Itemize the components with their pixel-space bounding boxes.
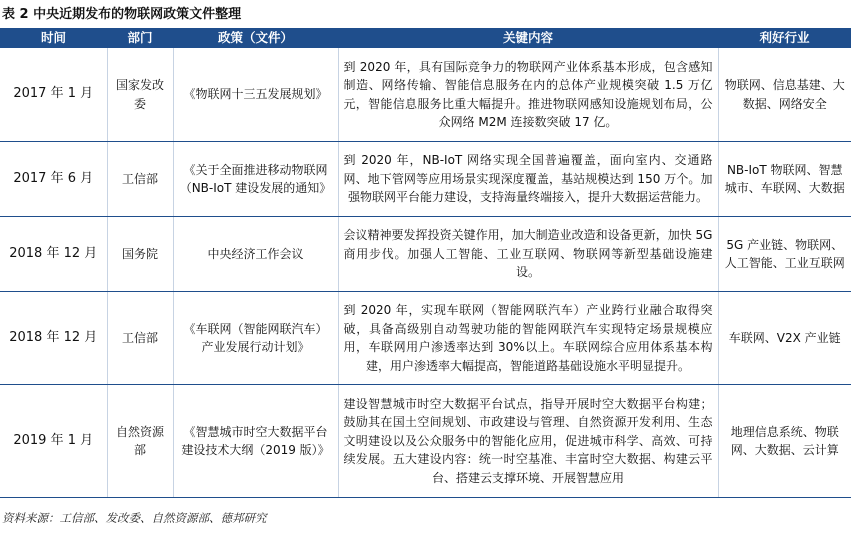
cell-dept: 工信部 xyxy=(107,292,173,385)
cell-time: 2018 年 12 月 xyxy=(0,292,107,385)
cell-industry: NB-IoT 物联网、智慧城市、车联网、大数据 xyxy=(718,142,851,217)
cell-content: 建设智慧城市时空大数据平台试点，指导开展时空大数据平台构建；鼓励其在国土空间规划、市政建设与管理、自然资源开发利用、生态文明建设以及公众服务中的智能化应用，促进城市科学、高效、可持续发展。五大建设内容：统一时空基准、丰富时空大数据、构建云平台、搭建云支撑环境、开展智慧应用 xyxy=(338,385,718,498)
header-content: 关键内容 xyxy=(338,28,718,48)
header-time: 时间 xyxy=(0,28,107,48)
cell-content: 到 2020 年，NB-IoT 网络实现全国普遍覆盖，面向室内、交通路网、地下管网等应用场景实现深度覆盖，基站规模达到 150 万个。加强物联网平台能力建设，支持海量终端接入，提升大数据运营能力。 xyxy=(338,142,718,217)
table-header-row xyxy=(0,28,851,48)
cell-dept: 自然资源部 xyxy=(107,385,173,498)
cell-time: 2019 年 1 月 xyxy=(0,385,107,498)
cell-industry: 物联网、信息基建、大数据、网络安全 xyxy=(718,48,851,142)
cell-industry: 5G 产业链、物联网、人工智能、工业互联网 xyxy=(718,217,851,292)
cell-time: 2017 年 1 月 xyxy=(0,48,107,142)
policy-table xyxy=(0,28,851,498)
cell-time: 2017 年 6 月 xyxy=(0,142,107,217)
source-note: 资料来源：工信部、发改委、自然资源部、德邦研究 xyxy=(2,511,267,525)
cell-content: 到 2020 年，实现车联网（智能网联汽车）产业跨行业融合取得突破，具备高级别自动驾驶功能的智能网联汽车实现特定场景规模应用，车联网用户渗透率达到 30%以上。车联网综合应用体系基本构建，用户渗透率大幅提高，智能道路基础设施水平明显提升。 xyxy=(338,292,718,385)
cell-content: 会议精神要发挥投资关键作用，加大制造业改造和设备更新，加快 5G 商用步伐。加强人工智能、工业互联网、物联网等新型基础设施建设。 xyxy=(338,217,718,292)
table-row xyxy=(0,48,851,142)
table-row xyxy=(0,217,851,292)
cell-industry: 地理信息系统、物联网、大数据、云计算 xyxy=(718,385,851,498)
table-title: 表 2 中央近期发布的物联网政策文件整理 xyxy=(2,7,242,22)
cell-policy: 《关于全面推进移动物联网（NB-IoT 建设发展的通知》 xyxy=(173,142,338,217)
cell-time: 2018 年 12 月 xyxy=(0,217,107,292)
cell-policy: 《物联网十三五发展规划》 xyxy=(173,48,338,142)
table-row xyxy=(0,292,851,385)
table-row xyxy=(0,142,851,217)
cell-dept: 国务院 xyxy=(107,217,173,292)
cell-policy: 中央经济工作会议 xyxy=(173,217,338,292)
cell-industry: 车联网、V2X 产业链 xyxy=(718,292,851,385)
cell-policy: 《车联网（智能网联汽车）产业发展行动计划》 xyxy=(173,292,338,385)
cell-content: 到 2020 年，具有国际竞争力的物联网产业体系基本形成，包含感知制造、网络传输、智能信息服务在内的总体产业规模突破 1.5 万亿元，智能信息服务比重大幅提升。推进物联网感知设施规划布局，公众网络 M2M 连接数突破 17 亿。 xyxy=(338,48,718,142)
cell-dept: 国家发改委 xyxy=(107,48,173,142)
header-dept: 部门 xyxy=(107,28,173,48)
header-industry: 利好行业 xyxy=(718,28,851,48)
table-row xyxy=(0,385,851,498)
header-policy: 政策（文件） xyxy=(173,28,338,48)
cell-policy: 《智慧城市时空大数据平台建设技术大纲（2019 版）》 xyxy=(173,385,338,498)
cell-dept: 工信部 xyxy=(107,142,173,217)
